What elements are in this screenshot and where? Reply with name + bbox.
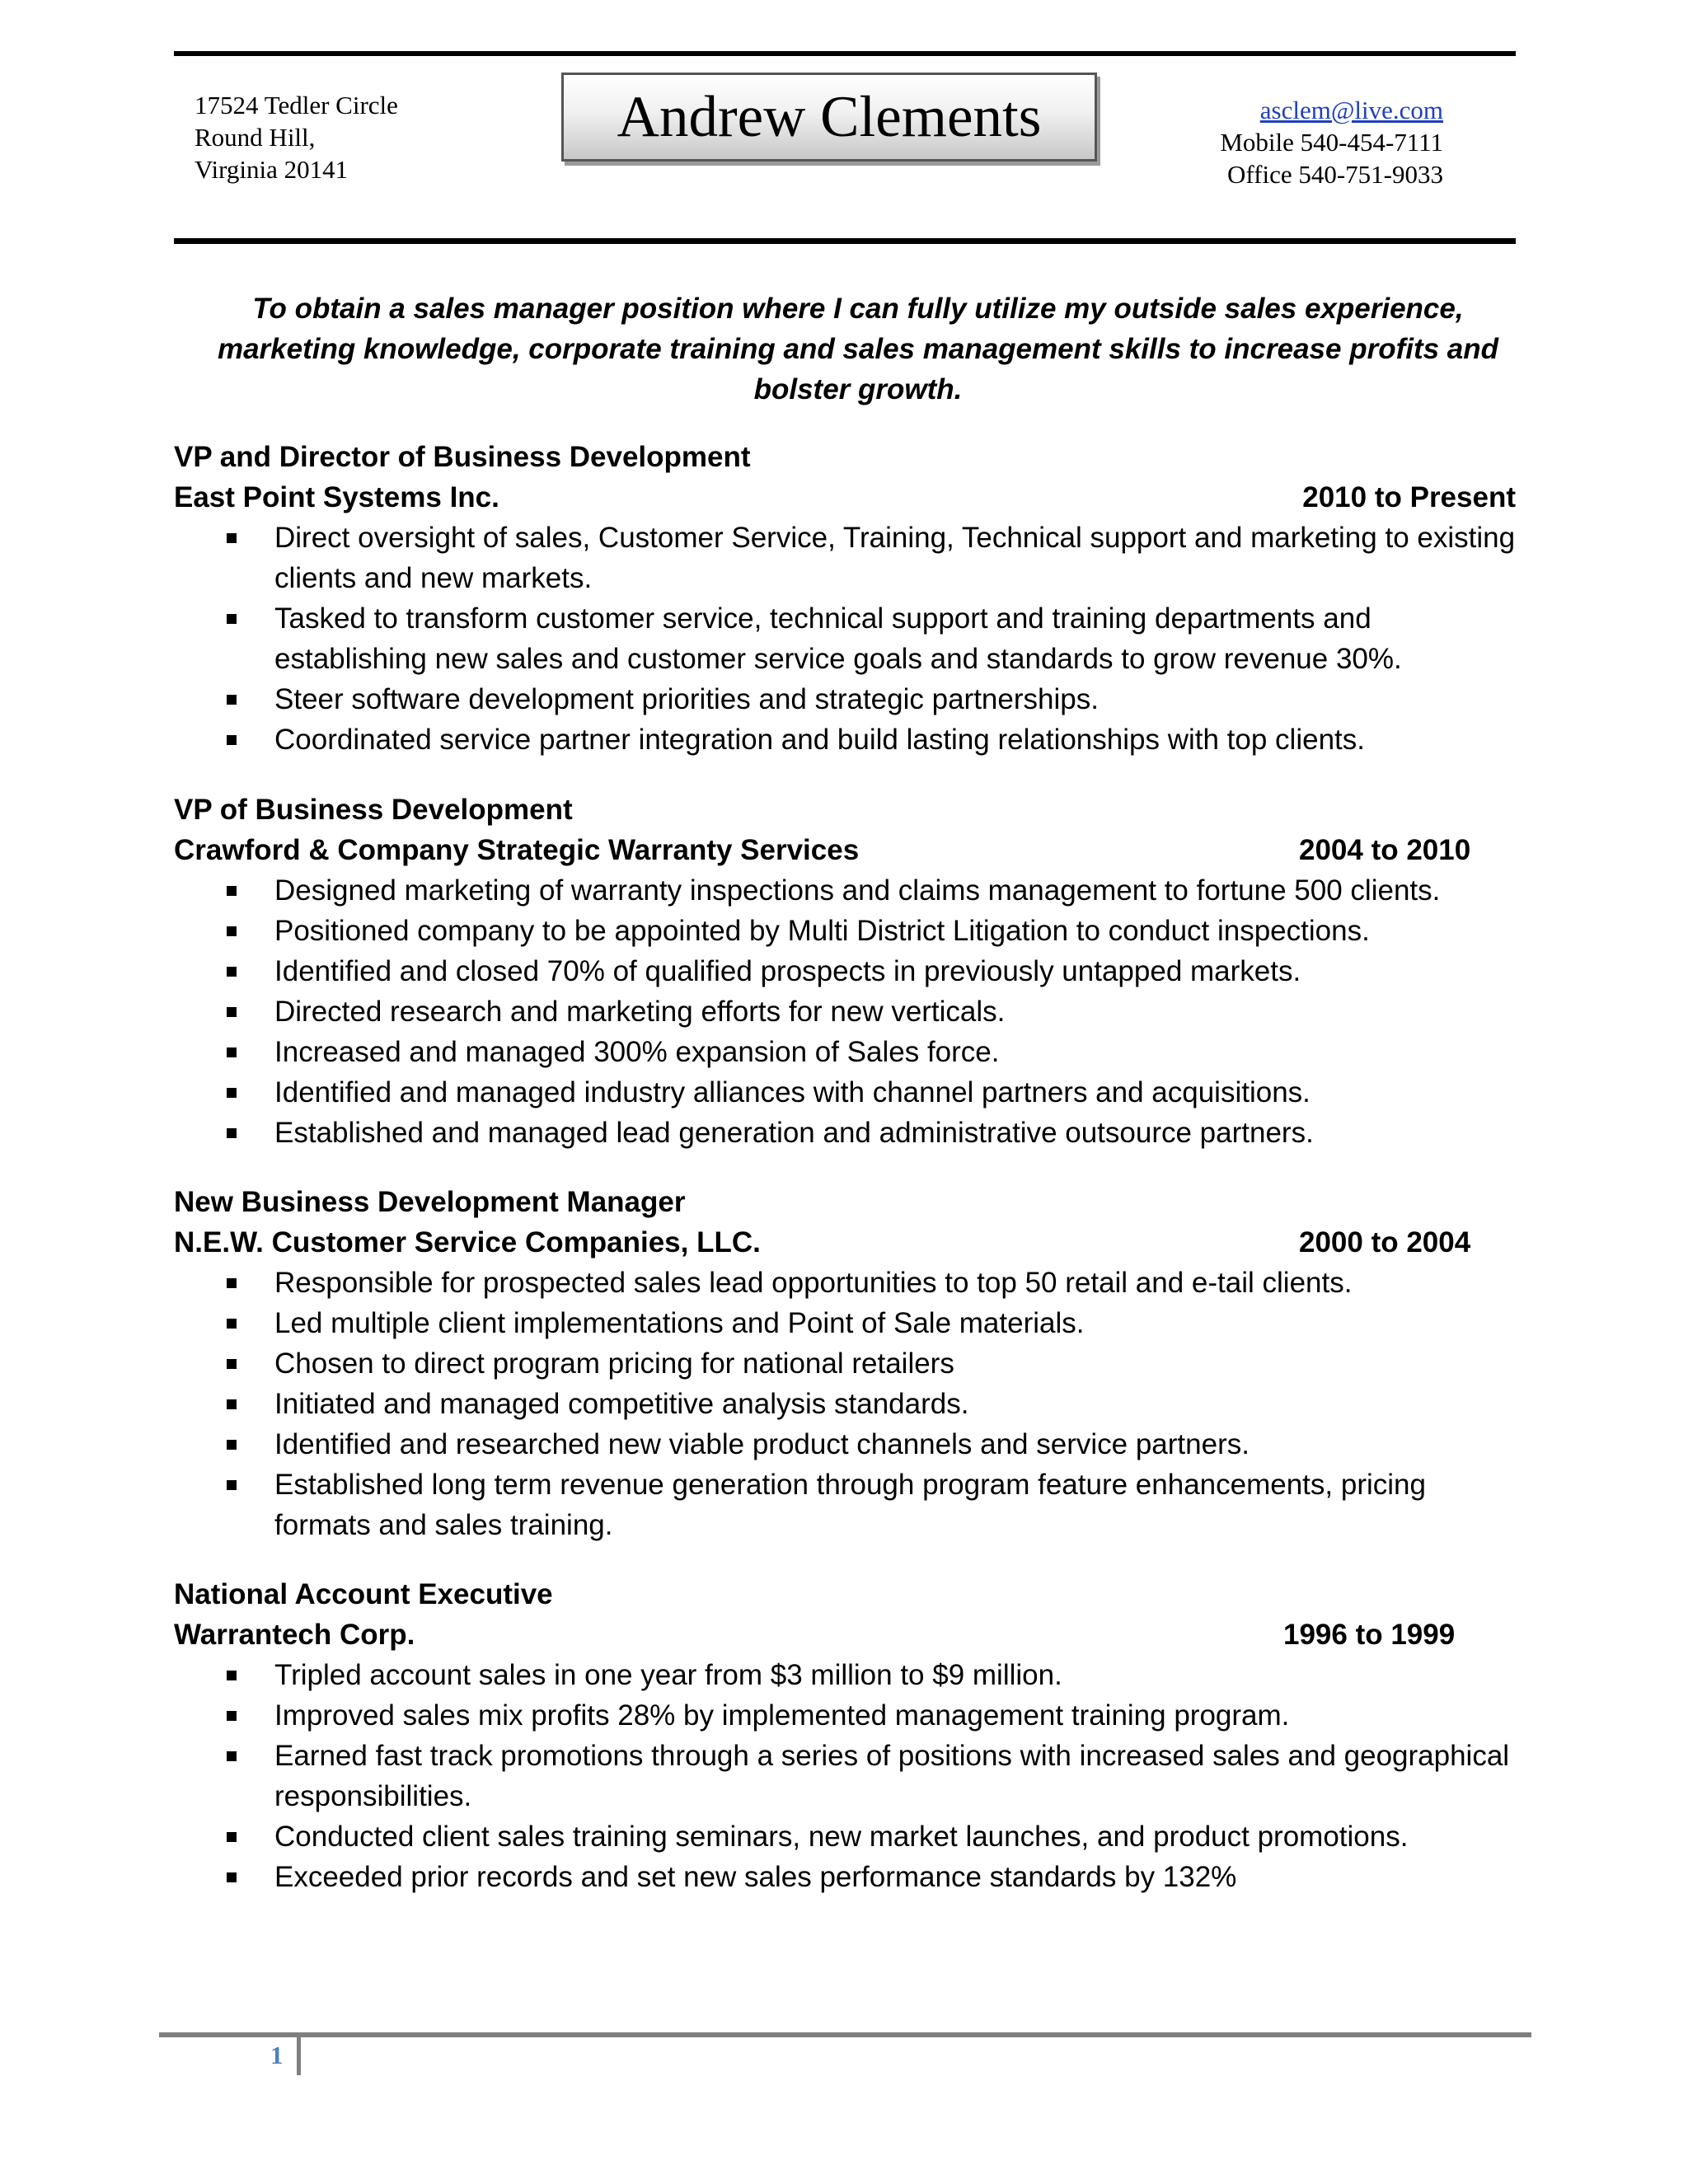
bullet-icon	[227, 886, 237, 896]
bullet-icon	[227, 695, 237, 705]
bullet-icon	[227, 1751, 237, 1761]
mobile-phone: Mobile 540-454-7111	[1220, 128, 1443, 157]
page-number: 1	[270, 2041, 284, 2069]
bullet-icon	[227, 1832, 237, 1842]
list-item: Steer software development priorities and strategic partnerships.	[174, 679, 1516, 719]
bullet-icon	[227, 1319, 237, 1329]
job-title: VP of Business Development	[174, 794, 573, 826]
job-bullets	[174, 1655, 1516, 1897]
list-item: Tripled account sales in one year from $3 million to $9 million.	[174, 1655, 1516, 1695]
address-line: 17524 Tedler Circle	[195, 91, 398, 120]
job-company-row	[174, 477, 1516, 518]
bullet-icon	[227, 1440, 237, 1450]
bullet-icon	[227, 1671, 237, 1680]
list-item: Designed marketing of warranty inspections and claims management to fortune 500 clients.	[174, 870, 1530, 911]
list-item: Exceeded prior records and set new sales performance standards by 132%	[174, 1857, 1516, 1897]
job-title: VP and Director of Business Development	[174, 441, 751, 473]
bullet-icon	[227, 1359, 237, 1369]
list-item: Identified and researched new viable product channels and service partners.	[174, 1424, 1516, 1465]
job-company-row	[174, 830, 1530, 870]
objective-statement: To obtain a sales manager position where I can fully utilize my outside sales experience, marketing knowledge, corporate training and sales management skills to increase profits and bolster growth.	[217, 293, 1499, 405]
bullet-icon	[227, 1711, 237, 1721]
address-line: Virginia 20141	[195, 155, 349, 184]
job-company: Warrantech Corp.	[174, 1619, 415, 1651]
bullet-icon	[227, 1872, 237, 1882]
job-entry	[174, 1182, 1516, 1545]
address-line: Round Hill,	[195, 123, 316, 152]
bullet-icon	[227, 1047, 237, 1057]
job-bullets	[174, 870, 1530, 1153]
list-item: Positioned company to be appointed by Multi District Litigation to conduct inspections.	[174, 911, 1530, 951]
list-item: Chosen to direct program pricing for national retailers	[174, 1343, 1516, 1384]
job-company-row	[174, 1222, 1516, 1263]
job-company: East Point Systems Inc.	[174, 481, 499, 513]
list-item: Tasked to transform customer service, technical support and training departments and establishing new sales and customer service goals and standards to grow revenue 30%.	[174, 598, 1516, 679]
job-entry	[174, 1574, 1516, 1897]
list-item: Established long term revenue generation through program feature enhancements, pricing formats and sales training.	[174, 1465, 1516, 1545]
list-item: Identified and managed industry alliances with channel partners and acquisitions.	[174, 1072, 1530, 1113]
bullet-icon	[227, 967, 237, 977]
job-company-row	[174, 1615, 1516, 1655]
bullet-icon	[227, 735, 237, 745]
list-item: Earned fast track promotions through a series of positions with increased sales and geographical responsibilities.	[174, 1736, 1516, 1816]
job-title: National Account Executive	[174, 1578, 553, 1610]
office-phone: Office 540-751-9033	[1226, 160, 1443, 189]
bullet-icon	[227, 1007, 237, 1017]
header-bottom-rule	[174, 238, 1516, 244]
bullet-icon	[227, 1278, 237, 1288]
job-years: 1996 to 1999	[1283, 1619, 1456, 1651]
job-years: 2000 to 2004	[1299, 1226, 1471, 1258]
bullet-icon	[227, 1128, 237, 1138]
header-top-rule	[174, 51, 1516, 56]
job-entry	[174, 790, 1530, 1153]
bullet-icon	[227, 614, 237, 624]
list-item: Led multiple client implementations and Point of Sale materials.	[174, 1303, 1516, 1343]
list-item: Increased and managed 300% expansion of Sales force.	[174, 1032, 1530, 1072]
bullet-icon	[227, 1399, 237, 1409]
footer-rule	[159, 2032, 1531, 2037]
job-company: N.E.W. Customer Service Companies, LLC.	[174, 1226, 761, 1258]
candidate-name: Andrew Clements	[617, 85, 1042, 149]
job-entry	[174, 437, 1516, 760]
list-item: Directed research and marketing efforts for new verticals.	[174, 991, 1530, 1032]
job-bullets	[174, 1263, 1516, 1545]
bullet-icon	[227, 1088, 237, 1098]
job-years: 2010 to Present	[1302, 481, 1516, 513]
bullet-icon	[227, 533, 237, 543]
address-block	[195, 89, 398, 185]
list-item: Established and managed lead generation and administrative outsource partners.	[174, 1113, 1530, 1153]
bullet-icon	[227, 926, 237, 936]
job-company: Crawford & Company Strategic Warranty Services	[174, 834, 860, 866]
list-item: Responsible for prospected sales lead opportunities to top 50 retail and e-tail clients.	[174, 1263, 1516, 1303]
contact-block	[1220, 94, 1443, 190]
job-years: 2004 to 2010	[1299, 834, 1471, 866]
list-item: Direct oversight of sales, Customer Service, Training, Technical support and marketing to existing clients and new markets.	[174, 518, 1516, 598]
list-item: Improved sales mix profits 28% by implemented management training program.	[174, 1695, 1516, 1736]
job-title: New Business Development Manager	[174, 1186, 686, 1218]
list-item: Conducted client sales training seminars, new market launches, and product promotions.	[174, 1816, 1516, 1857]
list-item: Coordinated service partner integration and build lasting relationships with top clients.	[174, 719, 1516, 760]
list-item: Initiated and managed competitive analysis standards.	[174, 1384, 1516, 1424]
bullet-icon	[227, 1480, 237, 1490]
name-box	[561, 73, 1097, 162]
job-bullets	[174, 518, 1516, 760]
footer-divider	[297, 2034, 301, 2075]
email-link[interactable]: asclem@live.com	[1259, 96, 1443, 124]
list-item: Identified and closed 70% of qualified prospects in previously untapped markets.	[174, 951, 1530, 991]
